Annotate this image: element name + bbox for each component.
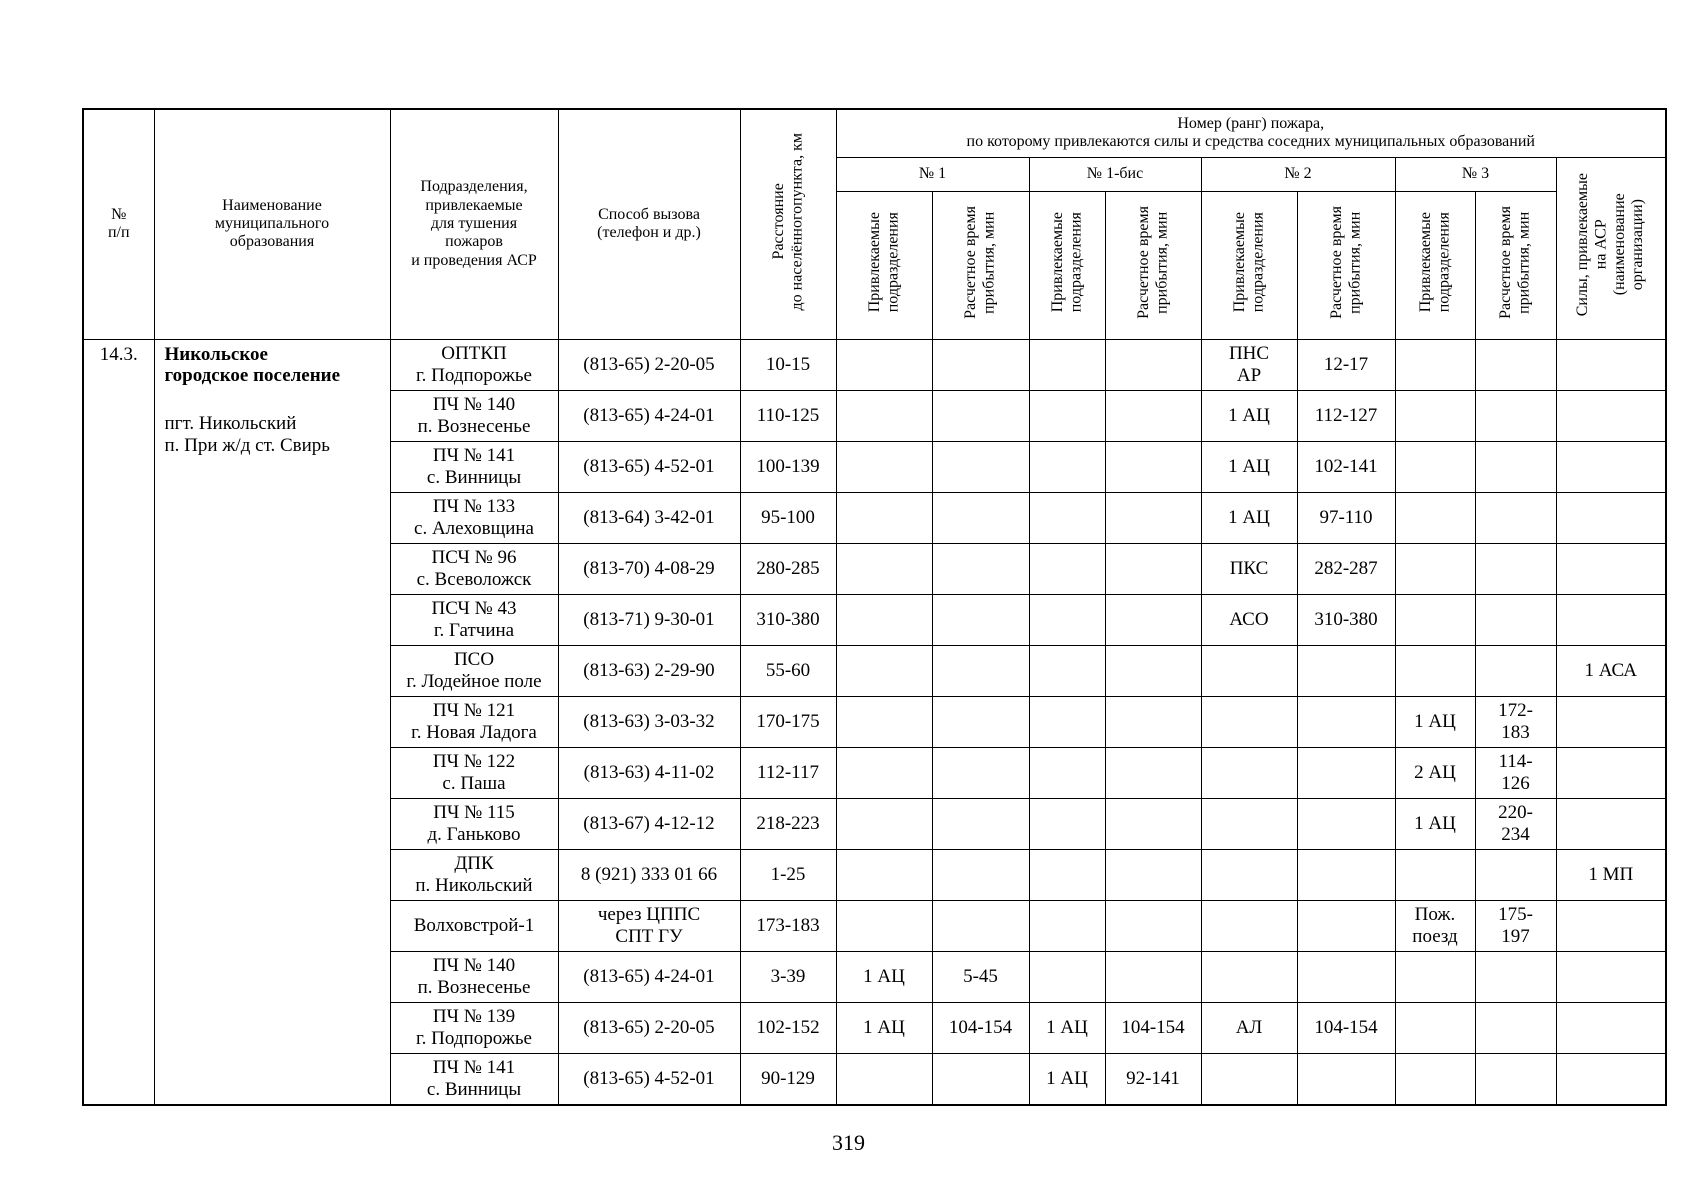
rank-2-time-cell	[1297, 951, 1395, 1002]
rank-1-time-cell	[932, 696, 1029, 747]
rank-3-time-cell	[1475, 543, 1556, 594]
municipality-cell	[154, 339, 390, 1105]
header-rank-2-time: Расчетное время прибытия, мин	[1297, 191, 1395, 339]
rank-1-units-cell	[836, 849, 932, 900]
rank-1-time-cell	[932, 645, 1029, 696]
rank-3-units-cell: 2 АЦ	[1395, 747, 1475, 798]
call-method-cell: (813-64) 3-42-01	[558, 492, 740, 543]
rank-2-time-cell	[1297, 849, 1395, 900]
rank-1-units-cell	[836, 594, 932, 645]
rank-1bis-time-cell	[1105, 441, 1201, 492]
distance-cell: 280-285	[740, 543, 836, 594]
unit-cell: ДПК п. Никольский	[390, 849, 558, 900]
rank-1-units-cell: 1 АЦ	[836, 951, 932, 1002]
header-asr: Силы, привлекаемые на АСР (наименование организации)	[1556, 157, 1666, 339]
asr-cell	[1556, 747, 1666, 798]
header-rank-3-units: Привлекаемые подразделения	[1395, 191, 1475, 339]
rank-3-units-cell	[1395, 645, 1475, 696]
rank-2-units-cell	[1201, 849, 1297, 900]
rank-1-time-cell	[932, 543, 1029, 594]
rank-2-units-cell: АЛ	[1201, 1002, 1297, 1053]
rank-1bis-units-cell	[1029, 900, 1105, 951]
distance-cell: 1-25	[740, 849, 836, 900]
rank-1bis-time-cell	[1105, 339, 1201, 390]
rank-3-time-cell	[1475, 1002, 1556, 1053]
rank-3-time-cell	[1475, 849, 1556, 900]
rank-1bis-units-cell	[1029, 492, 1105, 543]
asr-cell	[1556, 798, 1666, 849]
rank-2-units-cell: 1 АЦ	[1201, 441, 1297, 492]
rank-3-units-cell: 1 АЦ	[1395, 696, 1475, 747]
page-number: 319	[832, 1130, 865, 1155]
rank-1bis-time-cell: 104-154	[1105, 1002, 1201, 1053]
rank-1-units-cell	[836, 390, 932, 441]
header-rank-1bis-time: Расчетное время прибытия, мин	[1105, 191, 1201, 339]
rank-3-time-cell	[1475, 492, 1556, 543]
rank-1-time-cell	[932, 390, 1029, 441]
unit-cell: ПЧ № 140 п. Вознесенье	[390, 951, 558, 1002]
call-method-cell: (813-65) 4-52-01	[558, 1053, 740, 1105]
rank-1-units-cell: 1 АЦ	[836, 1002, 932, 1053]
rank-1-time-cell	[932, 747, 1029, 798]
distance-cell: 100-139	[740, 441, 836, 492]
call-method-cell: (813-63) 3-03-32	[558, 696, 740, 747]
rank-2-time-cell	[1297, 798, 1395, 849]
rank-2-time-cell: 12-17	[1297, 339, 1395, 390]
asr-cell	[1556, 441, 1666, 492]
rank-2-units-cell: ПКС	[1201, 543, 1297, 594]
unit-cell: ПЧ № 141 с. Винницы	[390, 441, 558, 492]
rank-2-time-cell: 104-154	[1297, 1002, 1395, 1053]
asr-cell	[1556, 900, 1666, 951]
rank-2-time-cell	[1297, 747, 1395, 798]
rank-2-time-cell	[1297, 696, 1395, 747]
rank-3-time-cell	[1475, 339, 1556, 390]
municipality-name: Никольское городское поселение	[164, 343, 341, 387]
rank-3-units-cell	[1395, 339, 1475, 390]
rank-3-time-cell	[1475, 390, 1556, 441]
call-method-cell: (813-65) 4-52-01	[558, 441, 740, 492]
rank-1bis-units-cell	[1029, 543, 1105, 594]
rank-3-units-cell: 1 АЦ	[1395, 798, 1475, 849]
rank-1bis-time-cell	[1105, 390, 1201, 441]
unit-cell: ПСЧ № 43 г. Гатчина	[390, 594, 558, 645]
rank-1bis-units-cell	[1029, 594, 1105, 645]
unit-cell: ПЧ № 122 с. Паша	[390, 747, 558, 798]
rank-2-time-cell: 310-380	[1297, 594, 1395, 645]
header-units: Подразделения, привлекаемые для тушения пожаров и проведения АСР	[390, 109, 558, 339]
asr-cell	[1556, 594, 1666, 645]
rank-3-units-cell	[1395, 543, 1475, 594]
asr-cell	[1556, 951, 1666, 1002]
rank-1bis-time-cell	[1105, 951, 1201, 1002]
rank-1bis-units-cell	[1029, 390, 1105, 441]
rank-3-time-cell: 114- 126	[1475, 747, 1556, 798]
asr-cell	[1556, 339, 1666, 390]
rank-3-time-cell	[1475, 1053, 1556, 1105]
distance-cell: 112-117	[740, 747, 836, 798]
rank-1bis-units-cell	[1029, 798, 1105, 849]
header-number: № п/п	[83, 109, 154, 339]
call-method-cell: (813-65) 2-20-05	[558, 1002, 740, 1053]
rank-1-units-cell	[836, 747, 932, 798]
rank-1-units-cell	[836, 492, 932, 543]
rank-1-units-cell	[836, 543, 932, 594]
rank-1-time-cell	[932, 798, 1029, 849]
rank-1bis-time-cell	[1105, 798, 1201, 849]
rank-2-units-cell	[1201, 645, 1297, 696]
distance-cell: 55-60	[740, 645, 836, 696]
rank-2-units-cell	[1201, 1053, 1297, 1105]
distance-cell: 310-380	[740, 594, 836, 645]
rank-3-units-cell	[1395, 951, 1475, 1002]
rank-2-units-cell	[1201, 696, 1297, 747]
call-method-cell: 8 (921) 333 01 66	[558, 849, 740, 900]
municipality-number: 14.3.	[83, 339, 154, 1105]
header-rank-2: № 2	[1201, 157, 1395, 191]
rank-1bis-units-cell	[1029, 951, 1105, 1002]
fire-forces-table	[82, 108, 1667, 1106]
rank-1-time-cell: 5-45	[932, 951, 1029, 1002]
rank-3-units-cell	[1395, 594, 1475, 645]
rank-1-units-cell	[836, 798, 932, 849]
rank-3-time-cell	[1475, 951, 1556, 1002]
rank-3-units-cell	[1395, 441, 1475, 492]
distance-cell: 218-223	[740, 798, 836, 849]
rank-1-units-cell	[836, 900, 932, 951]
asr-cell	[1556, 543, 1666, 594]
unit-cell: ПЧ № 139 г. Подпорожье	[390, 1002, 558, 1053]
rank-1-time-cell	[932, 594, 1029, 645]
rank-1bis-time-cell	[1105, 543, 1201, 594]
rank-1-units-cell	[836, 339, 932, 390]
rank-2-time-cell	[1297, 900, 1395, 951]
unit-cell: ПЧ № 115 д. Ганьково	[390, 798, 558, 849]
header-distance: Расстояние до населённогопункта, км	[740, 109, 836, 339]
rank-2-units-cell: 1 АЦ	[1201, 390, 1297, 441]
unit-cell: ПСЧ № 96 с. Всеволожск	[390, 543, 558, 594]
rank-1-time-cell	[932, 1053, 1029, 1105]
rank-1-units-cell	[836, 441, 932, 492]
header-rank-title: Номер (ранг) пожара, по которому привлекаются силы и средства соседних муниципальных образований	[836, 109, 1666, 157]
rank-3-units-cell	[1395, 1002, 1475, 1053]
unit-cell: ОПТКП г. Подпорожье	[390, 339, 558, 390]
rank-1bis-units-cell	[1029, 696, 1105, 747]
municipality-settlements: пгт. Никольский п. При ж/д ст. Свирь	[164, 413, 330, 457]
rank-2-time-cell	[1297, 645, 1395, 696]
rank-3-time-cell	[1475, 441, 1556, 492]
rank-1-time-cell	[932, 900, 1029, 951]
asr-cell: 1 МП	[1556, 849, 1666, 900]
unit-cell: ПЧ № 140 п. Вознесенье	[390, 390, 558, 441]
table-row	[83, 339, 1666, 390]
header-rank-1-units: Привлекаемые подразделения	[836, 191, 932, 339]
rank-1bis-units-cell	[1029, 339, 1105, 390]
header-municipality: Наименование муниципального образования	[154, 109, 390, 339]
rank-1bis-units-cell	[1029, 747, 1105, 798]
rank-2-time-cell: 282-287	[1297, 543, 1395, 594]
rank-3-units-cell	[1395, 1053, 1475, 1105]
rank-2-time-cell: 102-141	[1297, 441, 1395, 492]
rank-1bis-units-cell	[1029, 645, 1105, 696]
rank-1bis-time-cell	[1105, 696, 1201, 747]
asr-cell	[1556, 696, 1666, 747]
rank-1bis-time-cell	[1105, 645, 1201, 696]
rank-1-units-cell	[836, 645, 932, 696]
unit-cell: ПЧ № 133 с. Алеховщина	[390, 492, 558, 543]
distance-cell: 170-175	[740, 696, 836, 747]
header-rank-3: № 3	[1395, 157, 1556, 191]
rank-2-units-cell: ПНС АР	[1201, 339, 1297, 390]
header-rank-1bis: № 1-бис	[1029, 157, 1201, 191]
header-call-method: Способ вызова (телефон и др.)	[558, 109, 740, 339]
rank-1bis-time-cell	[1105, 900, 1201, 951]
rank-3-time-cell: 175- 197	[1475, 900, 1556, 951]
table-body	[83, 339, 1666, 1105]
rank-1bis-time-cell	[1105, 492, 1201, 543]
rank-2-units-cell: АСО	[1201, 594, 1297, 645]
rank-2-units-cell	[1201, 900, 1297, 951]
rank-2-units-cell	[1201, 951, 1297, 1002]
header-rank-2-units: Привлекаемые подразделения	[1201, 191, 1297, 339]
rank-1bis-time-cell	[1105, 849, 1201, 900]
rank-3-time-cell: 220- 234	[1475, 798, 1556, 849]
rank-1bis-units-cell: 1 АЦ	[1029, 1002, 1105, 1053]
rank-1-time-cell	[932, 492, 1029, 543]
rank-1-time-cell: 104-154	[932, 1002, 1029, 1053]
header-rank-3-time: Расчетное время прибытия, мин	[1475, 191, 1556, 339]
distance-cell: 95-100	[740, 492, 836, 543]
rank-3-time-cell	[1475, 645, 1556, 696]
asr-cell: 1 АСА	[1556, 645, 1666, 696]
rank-2-units-cell: 1 АЦ	[1201, 492, 1297, 543]
unit-cell: ПСО г. Лодейное поле	[390, 645, 558, 696]
distance-cell: 3-39	[740, 951, 836, 1002]
call-method-cell: (813-63) 2-29-90	[558, 645, 740, 696]
rank-1bis-units-cell: 1 АЦ	[1029, 1053, 1105, 1105]
rank-3-units-cell	[1395, 849, 1475, 900]
unit-cell: ПЧ № 121 г. Новая Ладога	[390, 696, 558, 747]
distance-cell: 90-129	[740, 1053, 836, 1105]
rank-2-units-cell	[1201, 798, 1297, 849]
rank-3-units-cell	[1395, 492, 1475, 543]
asr-cell	[1556, 492, 1666, 543]
rank-1-units-cell	[836, 1053, 932, 1105]
unit-cell: ПЧ № 141 с. Винницы	[390, 1053, 558, 1105]
rank-2-units-cell	[1201, 747, 1297, 798]
distance-cell: 110-125	[740, 390, 836, 441]
unit-cell: Волховстрой-1	[390, 900, 558, 951]
header-rank-1: № 1	[836, 157, 1029, 191]
rank-3-units-cell	[1395, 390, 1475, 441]
rank-3-units-cell: Пож. поезд	[1395, 900, 1475, 951]
rank-2-time-cell: 97-110	[1297, 492, 1395, 543]
asr-cell	[1556, 1053, 1666, 1105]
call-method-cell: через ЦППС СПТ ГУ	[558, 900, 740, 951]
rank-3-time-cell	[1475, 594, 1556, 645]
call-method-cell: (813-65) 4-24-01	[558, 951, 740, 1002]
distance-cell: 10-15	[740, 339, 836, 390]
distance-cell: 102-152	[740, 1002, 836, 1053]
rank-2-time-cell: 112-127	[1297, 390, 1395, 441]
asr-cell	[1556, 1002, 1666, 1053]
call-method-cell: (813-65) 4-24-01	[558, 390, 740, 441]
header-rank-1bis-units: Привлекаемые подразделения	[1029, 191, 1105, 339]
rank-1bis-time-cell	[1105, 747, 1201, 798]
rank-1-time-cell	[932, 339, 1029, 390]
rank-1-time-cell	[932, 441, 1029, 492]
rank-1bis-time-cell	[1105, 594, 1201, 645]
call-method-cell: (813-63) 4-11-02	[558, 747, 740, 798]
distance-cell: 173-183	[740, 900, 836, 951]
call-method-cell: (813-65) 2-20-05	[558, 339, 740, 390]
call-method-cell: (813-67) 4-12-12	[558, 798, 740, 849]
rank-1bis-time-cell: 92-141	[1105, 1053, 1201, 1105]
asr-cell	[1556, 390, 1666, 441]
rank-1bis-units-cell	[1029, 441, 1105, 492]
call-method-cell: (813-70) 4-08-29	[558, 543, 740, 594]
rank-3-time-cell: 172- 183	[1475, 696, 1556, 747]
header-rank-1-time: Расчетное время прибытия, мин	[932, 191, 1029, 339]
rank-2-time-cell	[1297, 1053, 1395, 1105]
rank-1bis-units-cell	[1029, 849, 1105, 900]
rank-1-units-cell	[836, 696, 932, 747]
call-method-cell: (813-71) 9-30-01	[558, 594, 740, 645]
rank-1-time-cell	[932, 849, 1029, 900]
